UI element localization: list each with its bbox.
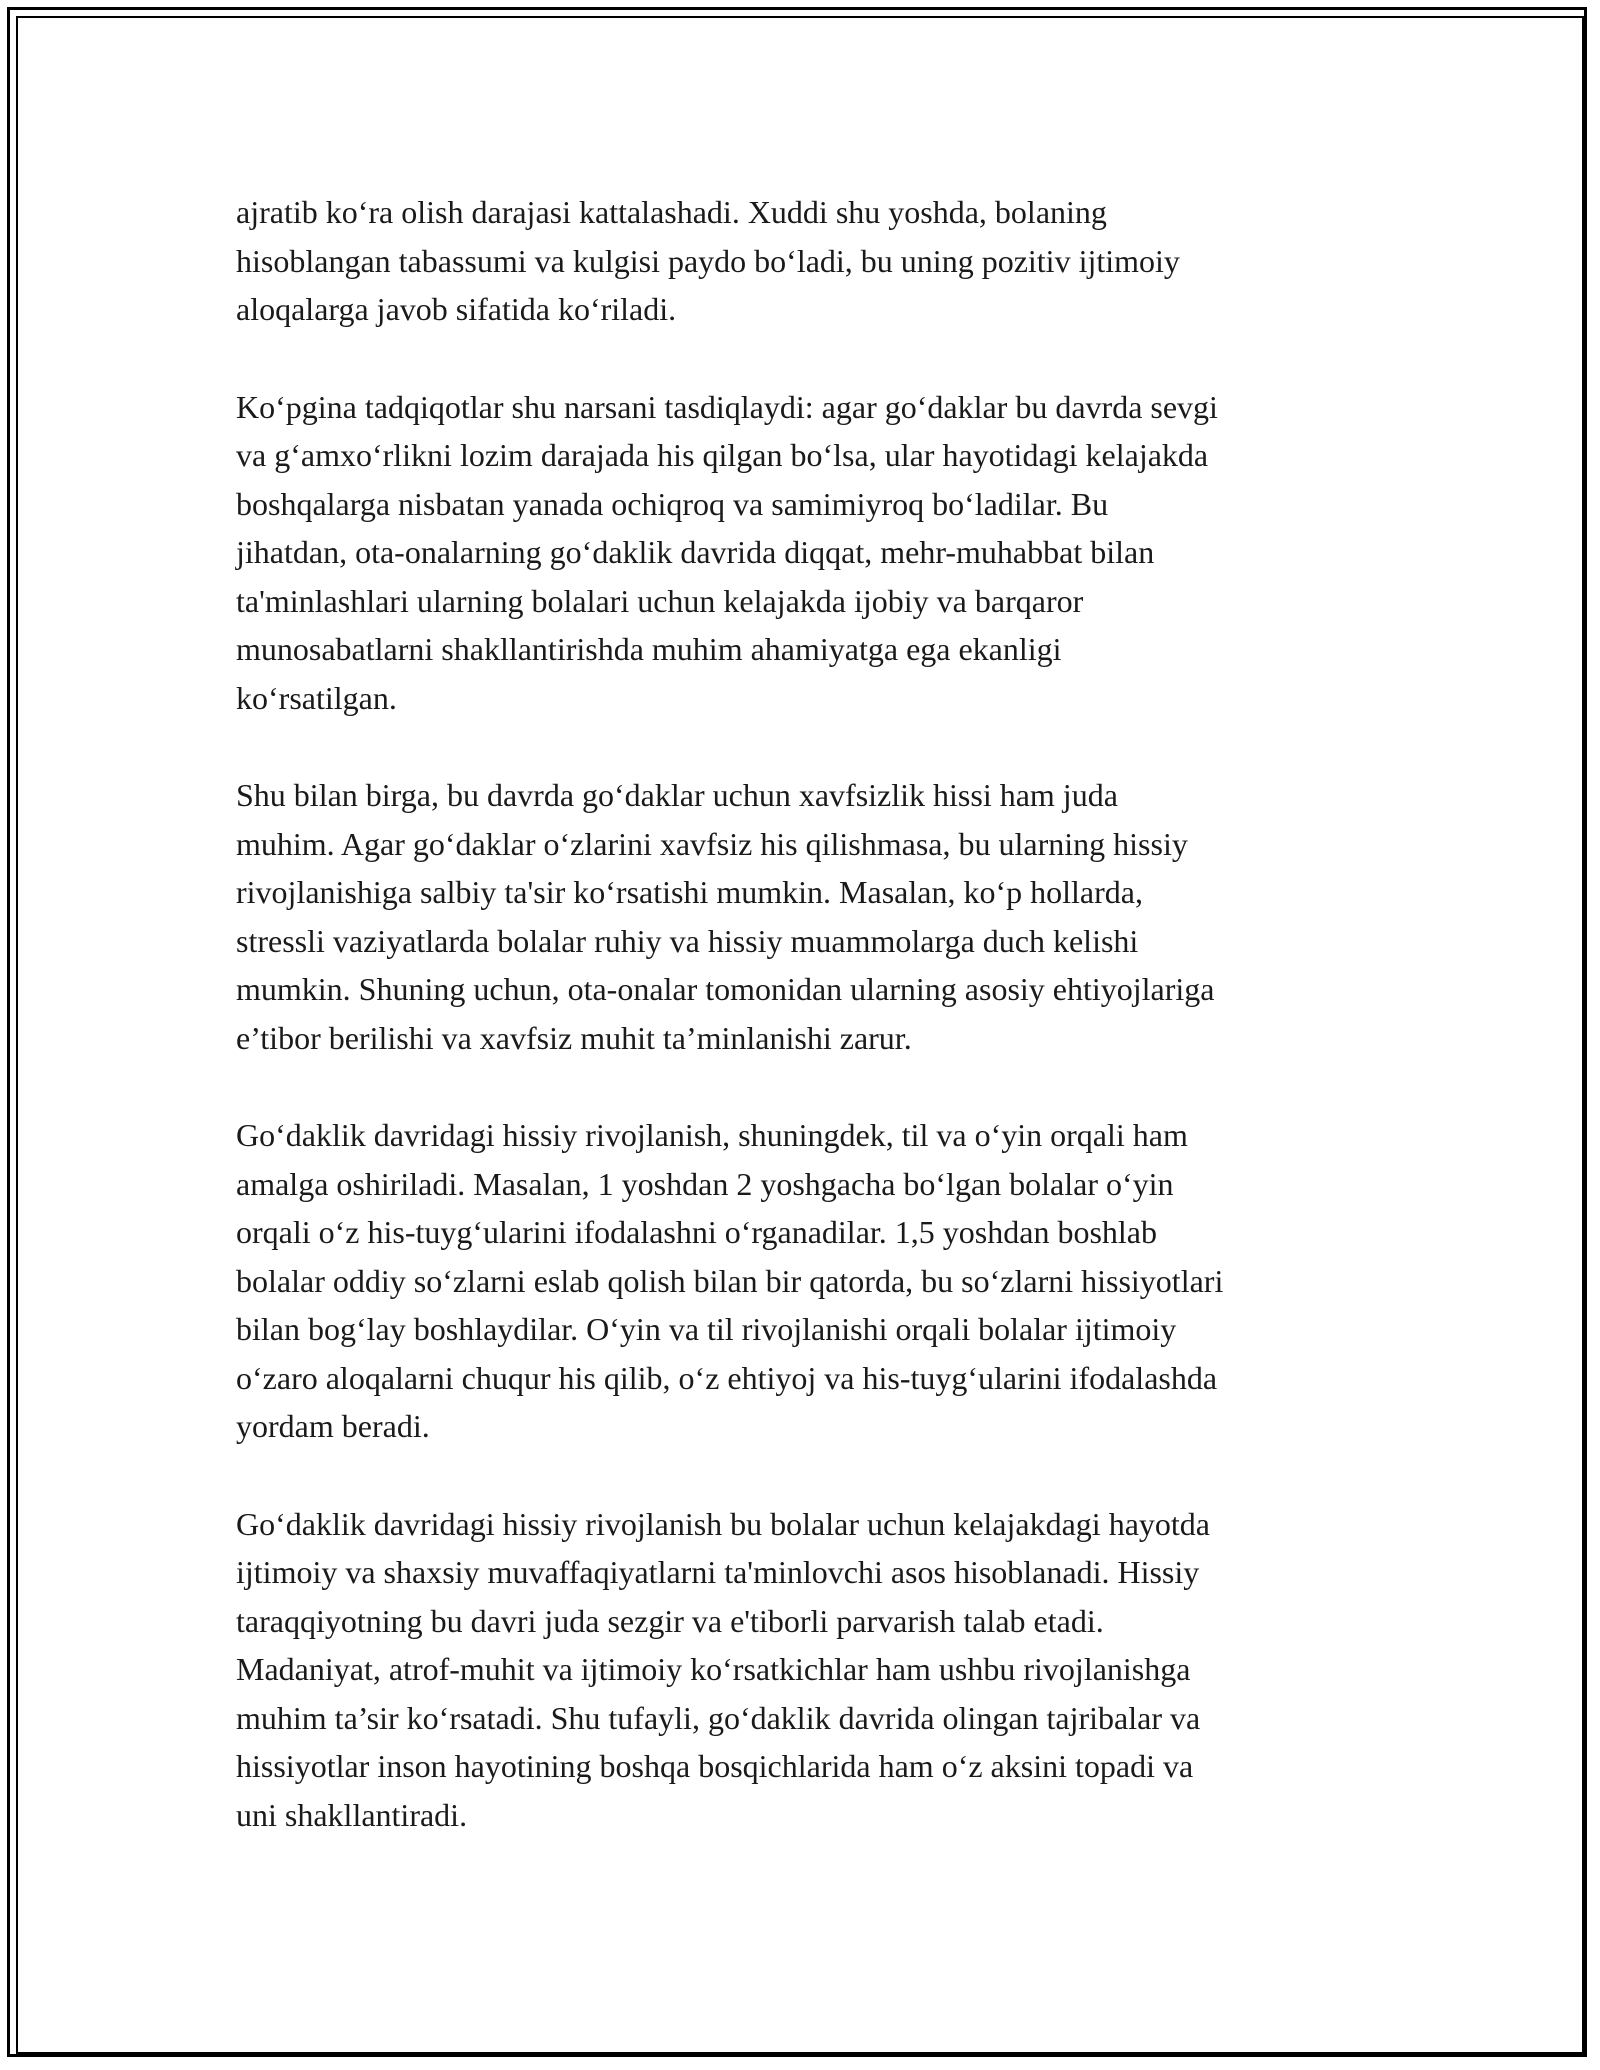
paragraph-2: Ko‘pgina tadqiqotlar shu narsani tasdiqlaydi: agar go‘daklar bu davrda sevgi va g‘amxo‘rlikni lozim darajada his qilgan bo‘lsa, ular hayotidagi kelajakda boshqalarga nisbatan yanada ochiqroq va samimiyroq bo‘ladilar. Bu jihatdan, ota-onalarning go‘daklik davrida diqqat, mehr-muhabbat bilan ta'minlashlari ularning bolalari uchun kelajakda ijobiy va barqaror munosabatlarni shakllantirishda muhim ahamiyatga ega ekanligi ko‘rsatilgan. bbox=[236, 388, 1218, 716]
paragraph-1: ajratib ko‘ra olish darajasi kattalashadi. Xuddi shu yoshda, bolaning hisoblangan tabassumi va kulgisi paydo bo‘ladi, bu uning pozitiv ijtimoiy aloqalarga javob sifatida ko‘riladi. bbox=[236, 194, 1180, 327]
paragraph-3: Shu bilan birga, bu davrda go‘daklar uchun xavfsizlik hissi ham juda muhim. Agar go‘daklar o‘zlarini xavfsiz his qilishmasa, bu ularning hissiy rivojlanishiga salbiy ta'sir ko‘rsatishi mumkin. Masalan, ko‘p hollarda, stressli vaziyatlarda bolalar ruhiy va hissiy muammolarga duch kelishi mumkin. Shuning uchun, ota-onalar tomonidan ularning asosiy ehtiyojlariga e’tibor berilishi va xavfsiz muhit ta’minlanishi zarur. bbox=[236, 777, 1215, 1056]
paragraph-5: Go‘daklik davridagi hissiy rivojlanish bu bolalar uchun kelajakdagi hayotda ijtimoiy va shaxsiy muvaffaqiyatlarni ta'minlovchi asos hisoblanadi. Hissiy taraqqiyotning bu davri juda sezgir va e'tiborli parvarish talab etadi. Madaniyat, atrof-muhit va ijtimoiy ko‘rsatkichlar ham ushbu rivojlanishga muhim ta’sir ko‘rsatadi. Shu tufayli, go‘daklik davrida olingan tajribalar va hissiyotlar inson hayotining boshqa bosqichlarida ham o‘z aksini topadi va uni shakllantiradi. bbox=[236, 1505, 1210, 1833]
document-body bbox=[236, 188, 1396, 1888]
paragraph-4: Go‘daklik davridagi hissiy rivojlanish, shuningdek, til va o‘yin orqali ham amalga oshiriladi. Masalan, 1 yoshdan 2 yoshgacha bo‘lgan bolalar o‘yin orqali o‘z his-tuyg‘ularini ifodalashni o‘rganadilar. 1,5 yoshdan boshlab bolalar oddiy so‘zlarni eslab qolish bilan bir qatorda, bu so‘zlarni hissiyotlari bilan bog‘lay boshlaydilar. O‘yin va til rivojlanishi orqali bolalar ijtimoiy o‘zaro aloqalarni chuqur his qilib, o‘z ehtiyoj va his-tuyg‘ularini ifodalashda yordam beradi. bbox=[236, 1117, 1224, 1444]
